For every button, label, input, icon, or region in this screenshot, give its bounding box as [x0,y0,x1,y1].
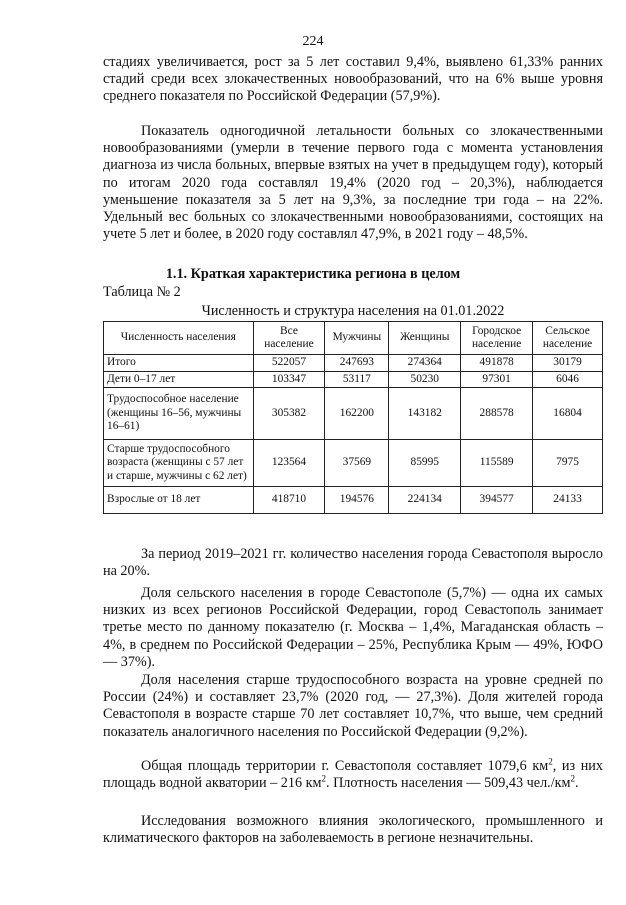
table-cell: 274364 [389,355,461,372]
table-cell: 85995 [389,439,461,487]
table-label: Таблица № 2 [103,284,181,300]
table-row [104,487,603,514]
table-row-label: Дети 0–17 лет [104,371,254,388]
table-cell: 394577 [461,487,533,514]
body-paragraph-1: За период 2019–2021 гг. количество населения города Севастополя выросло на 20%. [103,546,603,580]
area-text-1: Общая площадь территории г. Севастополя составляет 1079,6 км [141,758,549,774]
population-table [103,321,603,514]
area-paragraph [103,758,603,792]
table-header-cell: Женщины [389,322,461,355]
area-text-2: , из них площадь водной акватории – 216 км [103,758,603,792]
last-paragraph: Исследования возможного влияния экологического, промышленного и климатического факторов на заболеваемость в регионе незначительны. [103,813,603,847]
area-superscript-3: 2 [570,773,576,784]
table-cell: 7975 [533,439,603,487]
table-row [104,355,603,372]
intro-paragraph-1: стадиях увеличивается, рост за 5 лет составил 9,4%, выявлено 61,33% ранних стадий среди всех злокачественных новообразований, что на 6% выше уровня среднего показателя по Российской Федерации (57,9%). [103,54,603,105]
table-row [104,371,603,388]
table-header-row [104,322,603,355]
table-row-label: Взрослые от 18 лет [104,487,254,514]
body-paragraph-2: Доля сельского населения в городе Севастополе (5,7%) — одна их самых низких из всех регионов Российской Федерации, город Севастополь занимает третье место по данному показателю (г. Москва – 1,4%, Магаданская область – 4%, в среднем по Российской Федерации – 25%, Республика Крым — 49%, ЮФО — 37%). [103,585,603,670]
table-row-label: Итого [104,355,254,372]
table-row-label: Старше трудоспособного возраста (женщины с 57 лет и старше, мужчины с 62 лет) [104,439,254,487]
page-number: 224 [302,34,324,49]
table-cell: 37569 [325,439,389,487]
table-cell: 224134 [389,487,461,514]
table-cell: 123564 [253,439,325,487]
table-cell: 305382 [253,388,325,440]
table-cell: 288578 [461,388,533,440]
table-cell: 115589 [461,439,533,487]
table-cell: 30179 [533,355,603,372]
table-cell: 418710 [253,487,325,514]
table-row-label: Трудоспособное население (женщины 16–56, мужчины 16–61) [104,388,254,440]
table-cell: 522057 [253,355,325,372]
intro-paragraph-2: Показатель одногодичной летальности больных со злокачественными новообразованиями (умерли в течение первого года с момента установления диагноза из числа больных, впервые взятых на учет в предыдущем году), который по итогам 2020 года составлял 19,4% (2020 год – 20,3%), наблюдается уменьшение показателя за 5 лет на 9,3%, за последние три года – на 22%. Удельный вес больных со злокачественными новообразованиями, состоящих на учете 5 лет и более, в 2020 году составлял 47,9%, в 2021 году – 48,5%. [103,123,603,243]
area-text-4: . [575,775,579,792]
table-cell: 53117 [325,371,389,388]
table-cell: 16804 [533,388,603,440]
table-cell: 162200 [325,388,389,440]
table-cell: 97301 [461,371,533,388]
table-header-cell: Все население [253,322,325,355]
table-cell: 50230 [389,371,461,388]
table-caption: Численность и структура населения на 01.01.2022 [201,303,505,319]
table-header-cell: Численность населения [104,322,254,355]
table-header-cell: Городское население [461,322,533,355]
body-paragraph-3: Доля населения старше трудоспособного возраста на уровне средней по России (24%) и составляет 23,7% (2020 год, — 27,3%). Доля жителей города Севастополя в возрасте старше 70 лет составляет 10,7%, что выше, чем средний показатель аналогичного населения по Российской Федерации (9,2%). [103,672,603,740]
table-row [104,388,603,440]
table-cell: 103347 [253,371,325,388]
section-heading: 1.1. Краткая характеристика региона в целом [165,266,461,282]
table-cell: 6046 [533,371,603,388]
table-cell: 143182 [389,388,461,440]
table-cell: 24133 [533,487,603,514]
area-superscript-1: 2 [548,756,553,767]
table-header-cell: Сельское население [533,322,603,355]
area-text-3: . Плотность населения — 509,43 чел./км [325,775,571,792]
area-superscript-2: 2 [321,773,326,784]
table-cell: 247693 [325,355,389,372]
table-header-cell: Мужчины [325,322,389,355]
table-cell: 491878 [461,355,533,372]
table-row [104,439,603,487]
table-cell: 194576 [325,487,389,514]
